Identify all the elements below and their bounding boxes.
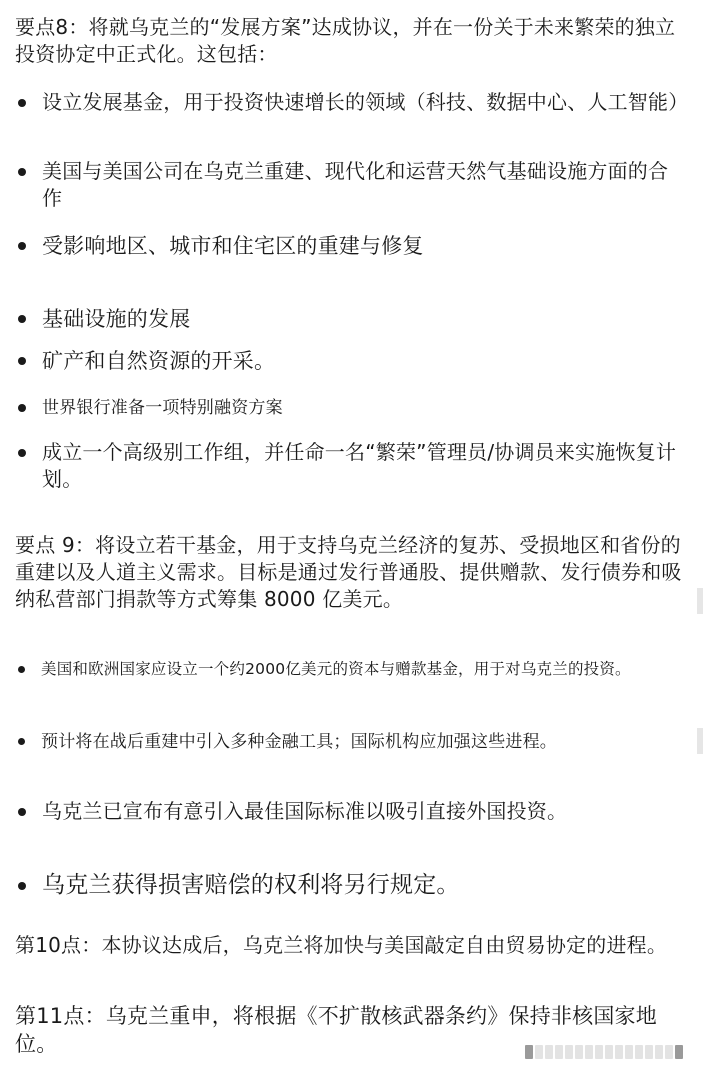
list-item-text: 受影响地区、城市和住宅区的重建与修复 [42, 234, 424, 258]
point-9-intro: 要点 9：将设立若干基金，用于支持乌克兰经济的复苏、受损地区和省份的重建以及人道主义需求。目标是通过发行普通股、提供赠款、发行债券和吸纳私营部门捐款等方式筹集 8000 亿美元。 [15, 533, 682, 611]
point-10-text: 第10点：本协议达成后，乌克兰将加快与美国敲定自由贸易协定的进程。 [15, 933, 668, 957]
bullet-icon [18, 404, 26, 412]
scroll-edge-mark [697, 728, 703, 754]
bullet-icon [18, 242, 26, 250]
point-11-text: 第11点：乌克兰重申，将根据《不扩散核武器条约》保持非核国家地位。 [15, 1004, 657, 1056]
list-item-text: 预计将在战后重建中引入多种金融工具；国际机构应加强这些进程。 [41, 732, 557, 752]
list-item [18, 347, 688, 375]
list-item [18, 305, 688, 333]
list-item [18, 870, 688, 900]
list-item [18, 158, 688, 212]
point-8-intro: 要点8：将就乌克兰的“发展方案”达成协议，并在一份关于未来繁荣的独立投资协定中正式化。这包括： [15, 15, 676, 66]
list-item-text: 美国和欧洲国家应设立一个约2000亿美元的资本与赠款基金，用于对乌克兰的投资。 [41, 660, 631, 678]
list-item [18, 439, 688, 493]
bullet-icon [18, 449, 26, 457]
bullet-icon [18, 808, 26, 816]
bullet-icon [18, 882, 26, 890]
list-item-text: 美国与美国公司在乌克兰重建、现代化和运营天然气基础设施方面的合作 [42, 159, 669, 210]
list-item [18, 395, 688, 421]
list-item [18, 232, 688, 260]
bullet-icon [18, 666, 25, 673]
list-item-text: 基础设施的发展 [42, 307, 191, 331]
list-item-text: 乌克兰已宣布有意引入最佳国际标准以吸引直接外国投资。 [42, 799, 568, 823]
list-item [18, 89, 688, 116]
scroll-edge-mark [697, 588, 703, 614]
horizontal-scrollbar[interactable] [525, 1045, 685, 1059]
bullet-icon [18, 357, 26, 365]
list-item-text: 成立一个高级别工作组，并任命一名“繁荣”管理员/协调员来实施恢复计划。 [42, 440, 677, 491]
bullet-icon [18, 315, 26, 323]
list-item [18, 657, 688, 682]
bullet-icon [18, 738, 25, 745]
list-item-text: 乌克兰获得损害赔偿的权利将另行规定。 [42, 872, 460, 898]
bullet-icon [18, 99, 26, 107]
list-item [18, 729, 688, 755]
list-item-text: 矿产和自然资源的开采。 [42, 349, 276, 373]
list-item-text: 世界银行准备一项特别融资方案 [42, 398, 283, 418]
list-item [18, 798, 688, 825]
list-item-text: 设立发展基金，用于投资快速增长的领域（科技、数据中心、人工智能） [42, 90, 689, 114]
bullet-icon [18, 168, 26, 176]
